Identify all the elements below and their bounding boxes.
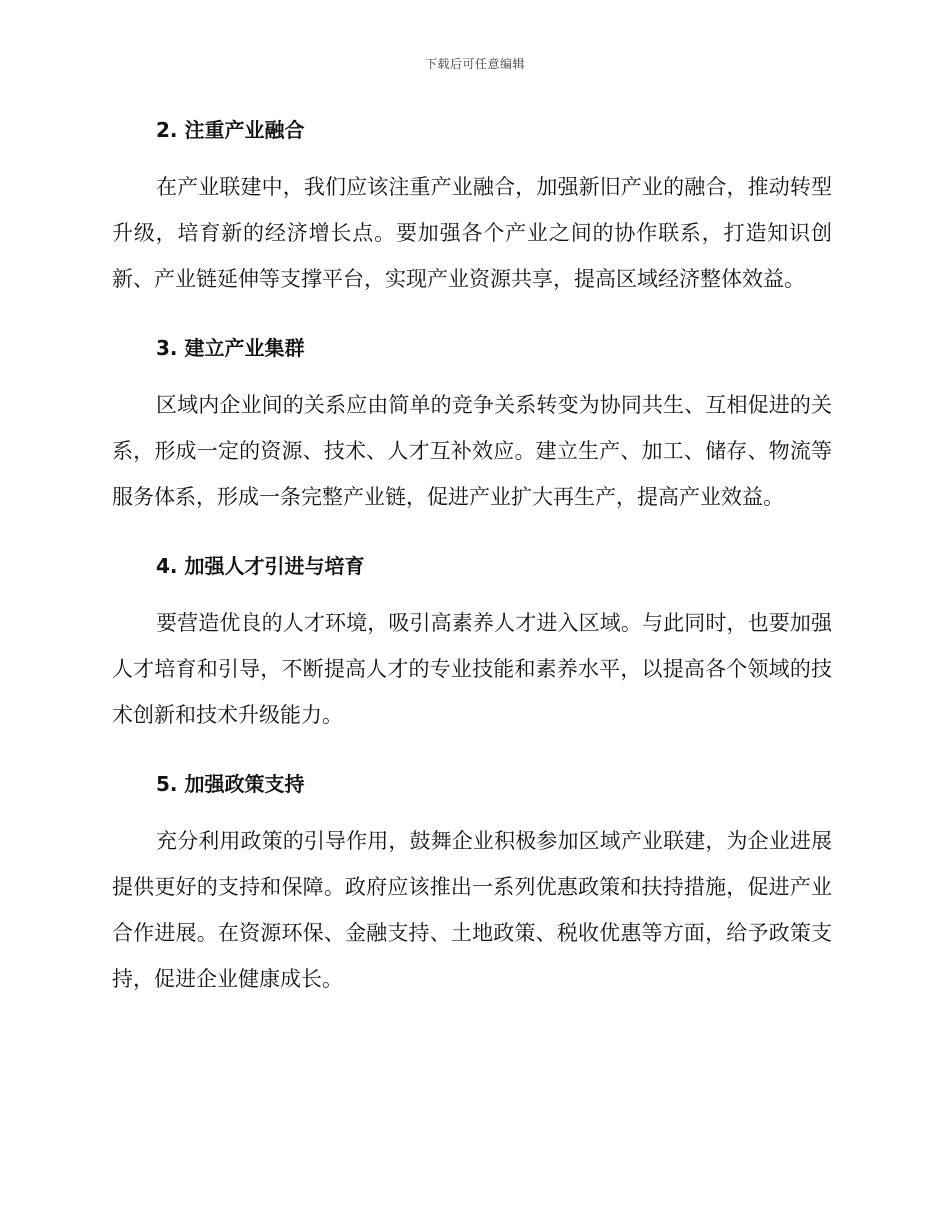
section-paragraph: 在产业联建中，我们应该注重产业融合，加强新旧产业的融合，推动转型升级，培育新的经济增长点。要加强各个产业之间的协作联系，打造知识创新、产业链延伸等支撑平台，实现产业资源共享，提高区域经济整体效益。 bbox=[112, 175, 832, 291]
section-talent bbox=[112, 544, 832, 738]
section-paragraph: 区域内企业间的关系应由简单的竞争关系转变为协同共生、互相促进的关系，形成一定的资源、技术、人才互补效应。建立生产、加工、储存、物流等服务体系，形成一条完整产业链，促进产业扩大再生产，提高产业效益。 bbox=[112, 393, 832, 509]
section-policy-support bbox=[112, 762, 832, 1002]
document-content bbox=[112, 108, 832, 1026]
section-paragraph: 要营造优良的人才环境，吸引高素养人才进入区域。与此同时，也要加强人才培育和引导，不断提高人才的专业技能和素养水平，以提高各个领域的技术创新和技术升级能力。 bbox=[112, 611, 832, 727]
header-note: 下载后可任意编辑 bbox=[424, 57, 525, 71]
section-heading: 3. 建立产业集群 bbox=[156, 336, 305, 360]
section-heading: 2. 注重产业融合 bbox=[156, 118, 305, 142]
section-heading: 4. 加强人才引进与培育 bbox=[156, 554, 365, 578]
section-industry-integration bbox=[112, 108, 832, 302]
section-paragraph: 充分利用政策的引导作用，鼓舞企业积极参加区域产业联建，为企业进展提供更好的支持和保障。政府应该推出一系列优惠政策和扶持措施，促进产业合作进展。在资源环保、金融支持、土地政策、税收优惠等方面，给予政策支持，促进企业健康成长。 bbox=[112, 829, 832, 991]
section-heading: 5. 加强政策支持 bbox=[156, 772, 305, 796]
section-industry-cluster bbox=[112, 326, 832, 520]
